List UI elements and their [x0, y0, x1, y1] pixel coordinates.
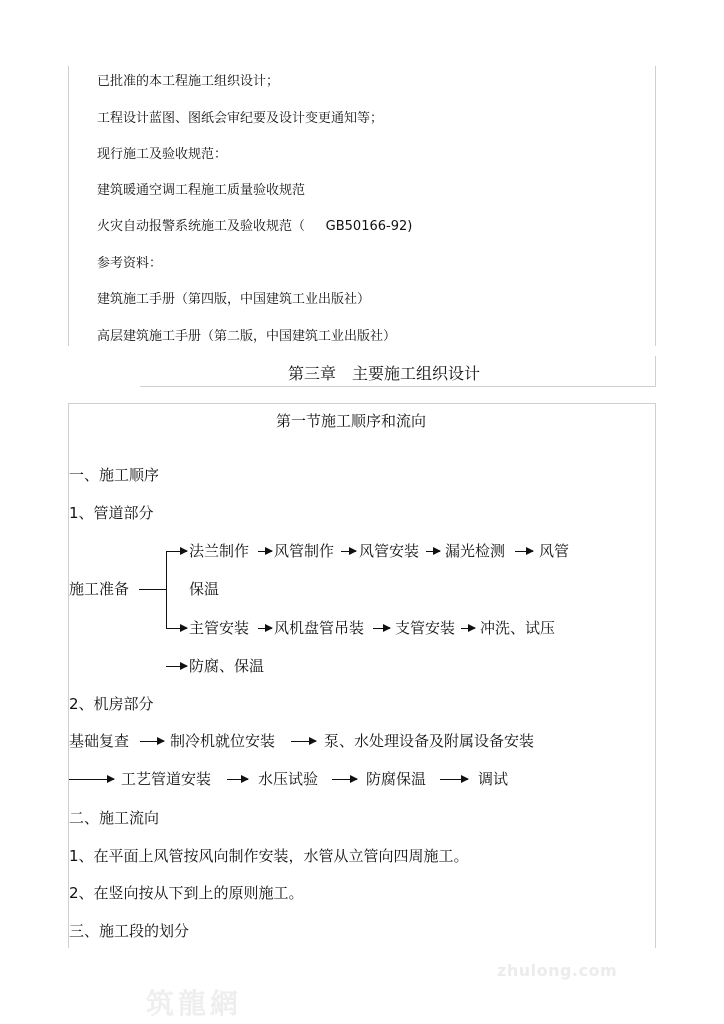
- step-duct-install: 风管安装: [359, 542, 420, 560]
- heading-construction-order: 一、施工顺序: [69, 466, 160, 484]
- flow-root-prep: 施工准备: [69, 580, 130, 598]
- step-duct-make: 风管制作: [274, 542, 335, 560]
- branch-line: [166, 551, 167, 628]
- arrow-icon: [227, 779, 248, 780]
- heading-room-part: 2、机房部分: [69, 695, 154, 713]
- step-duct-insul-cont: 保温: [189, 580, 220, 598]
- heading-segment-division: 三、施工段的划分: [69, 922, 190, 940]
- step-chiller: 制冷机就位安装: [170, 732, 276, 750]
- step-duct-insul: 风管: [539, 542, 570, 560]
- reference-line: 参考资料：: [97, 256, 163, 271]
- chapter-title: 第三章 主要施工组织设计: [288, 364, 481, 383]
- heading-construction-flow: 二、施工流向: [69, 809, 160, 827]
- left-border-top: [68, 66, 69, 346]
- arrow-icon: [426, 551, 440, 552]
- flow-line: 1、在平面上风管按风向制作安装，水管从立管向四周施工。: [69, 847, 469, 865]
- section-top-border: [68, 403, 656, 404]
- arrow-icon: [332, 779, 357, 780]
- step-flange: 法兰制作: [189, 542, 250, 560]
- flow-line: 2、在竖向按从下到上的原则施工。: [69, 884, 304, 902]
- step-process-pipe: 工艺管道安装: [121, 770, 212, 788]
- step-insulation: 防腐保温: [366, 770, 427, 788]
- arrow-icon: [258, 628, 272, 629]
- arrow-icon: [515, 551, 533, 552]
- reference-line: 工程设计蓝图、图纸会审纪要及设计变更通知等；: [97, 111, 384, 126]
- step-pump: 泵、水处理设备及附属设备安装: [324, 732, 535, 750]
- watermark-url: zhulong.com: [497, 961, 618, 980]
- section-title: 第一节施工顺序和流向: [276, 412, 427, 430]
- arrow-icon: [461, 628, 475, 629]
- arrow-icon: [341, 551, 356, 552]
- step-commissioning: 调试: [478, 770, 509, 788]
- reference-line: 高层建筑施工手册（第二版，中国建筑工业出版社）: [97, 329, 397, 344]
- arrow-icon: [69, 779, 114, 780]
- step-leak-test: 漏光检测: [445, 542, 506, 560]
- arrow-icon: [166, 666, 187, 667]
- arrow-icon: [258, 551, 272, 552]
- step-pressure-test: 水压试验: [258, 770, 319, 788]
- step-anticorrosion: 防腐、保温: [189, 657, 265, 675]
- heading-pipe-part: 1、管道部分: [69, 504, 154, 522]
- arrow-icon: [166, 628, 187, 629]
- chapter-rule: [140, 386, 656, 387]
- right-border-section: [655, 403, 656, 948]
- reference-line: 已批准的本工程施工组织设计；: [97, 74, 280, 89]
- reference-line: 建筑暖通空调工程施工质量验收规范: [97, 183, 306, 198]
- watermark-logo-text: 筑龍網: [146, 987, 243, 1020]
- step-foundation: 基础复查: [69, 732, 130, 750]
- right-border-chapter: [655, 356, 656, 386]
- step-branch-pipe: 支管安装: [395, 619, 456, 637]
- arrow-icon: [140, 741, 164, 742]
- step-flush-test: 冲洗、试压: [480, 619, 556, 637]
- left-border-section: [68, 403, 69, 948]
- right-border-top: [655, 66, 656, 346]
- arrow-icon: [166, 551, 187, 552]
- step-main-pipe: 主管安装: [189, 619, 250, 637]
- reference-line: 现行施工及验收规范：: [97, 147, 228, 162]
- reference-line: 建筑施工手册（第四版，中国建筑工业出版社）: [97, 292, 371, 307]
- reference-line: 火灾自动报警系统施工及验收规范（ GB50166-92): [97, 219, 413, 234]
- root-connector: [139, 589, 166, 590]
- step-fcu-hoist: 风机盘管吊装: [274, 619, 365, 637]
- arrow-icon: [440, 779, 468, 780]
- arrow-icon: [291, 741, 316, 742]
- arrow-icon: [373, 628, 390, 629]
